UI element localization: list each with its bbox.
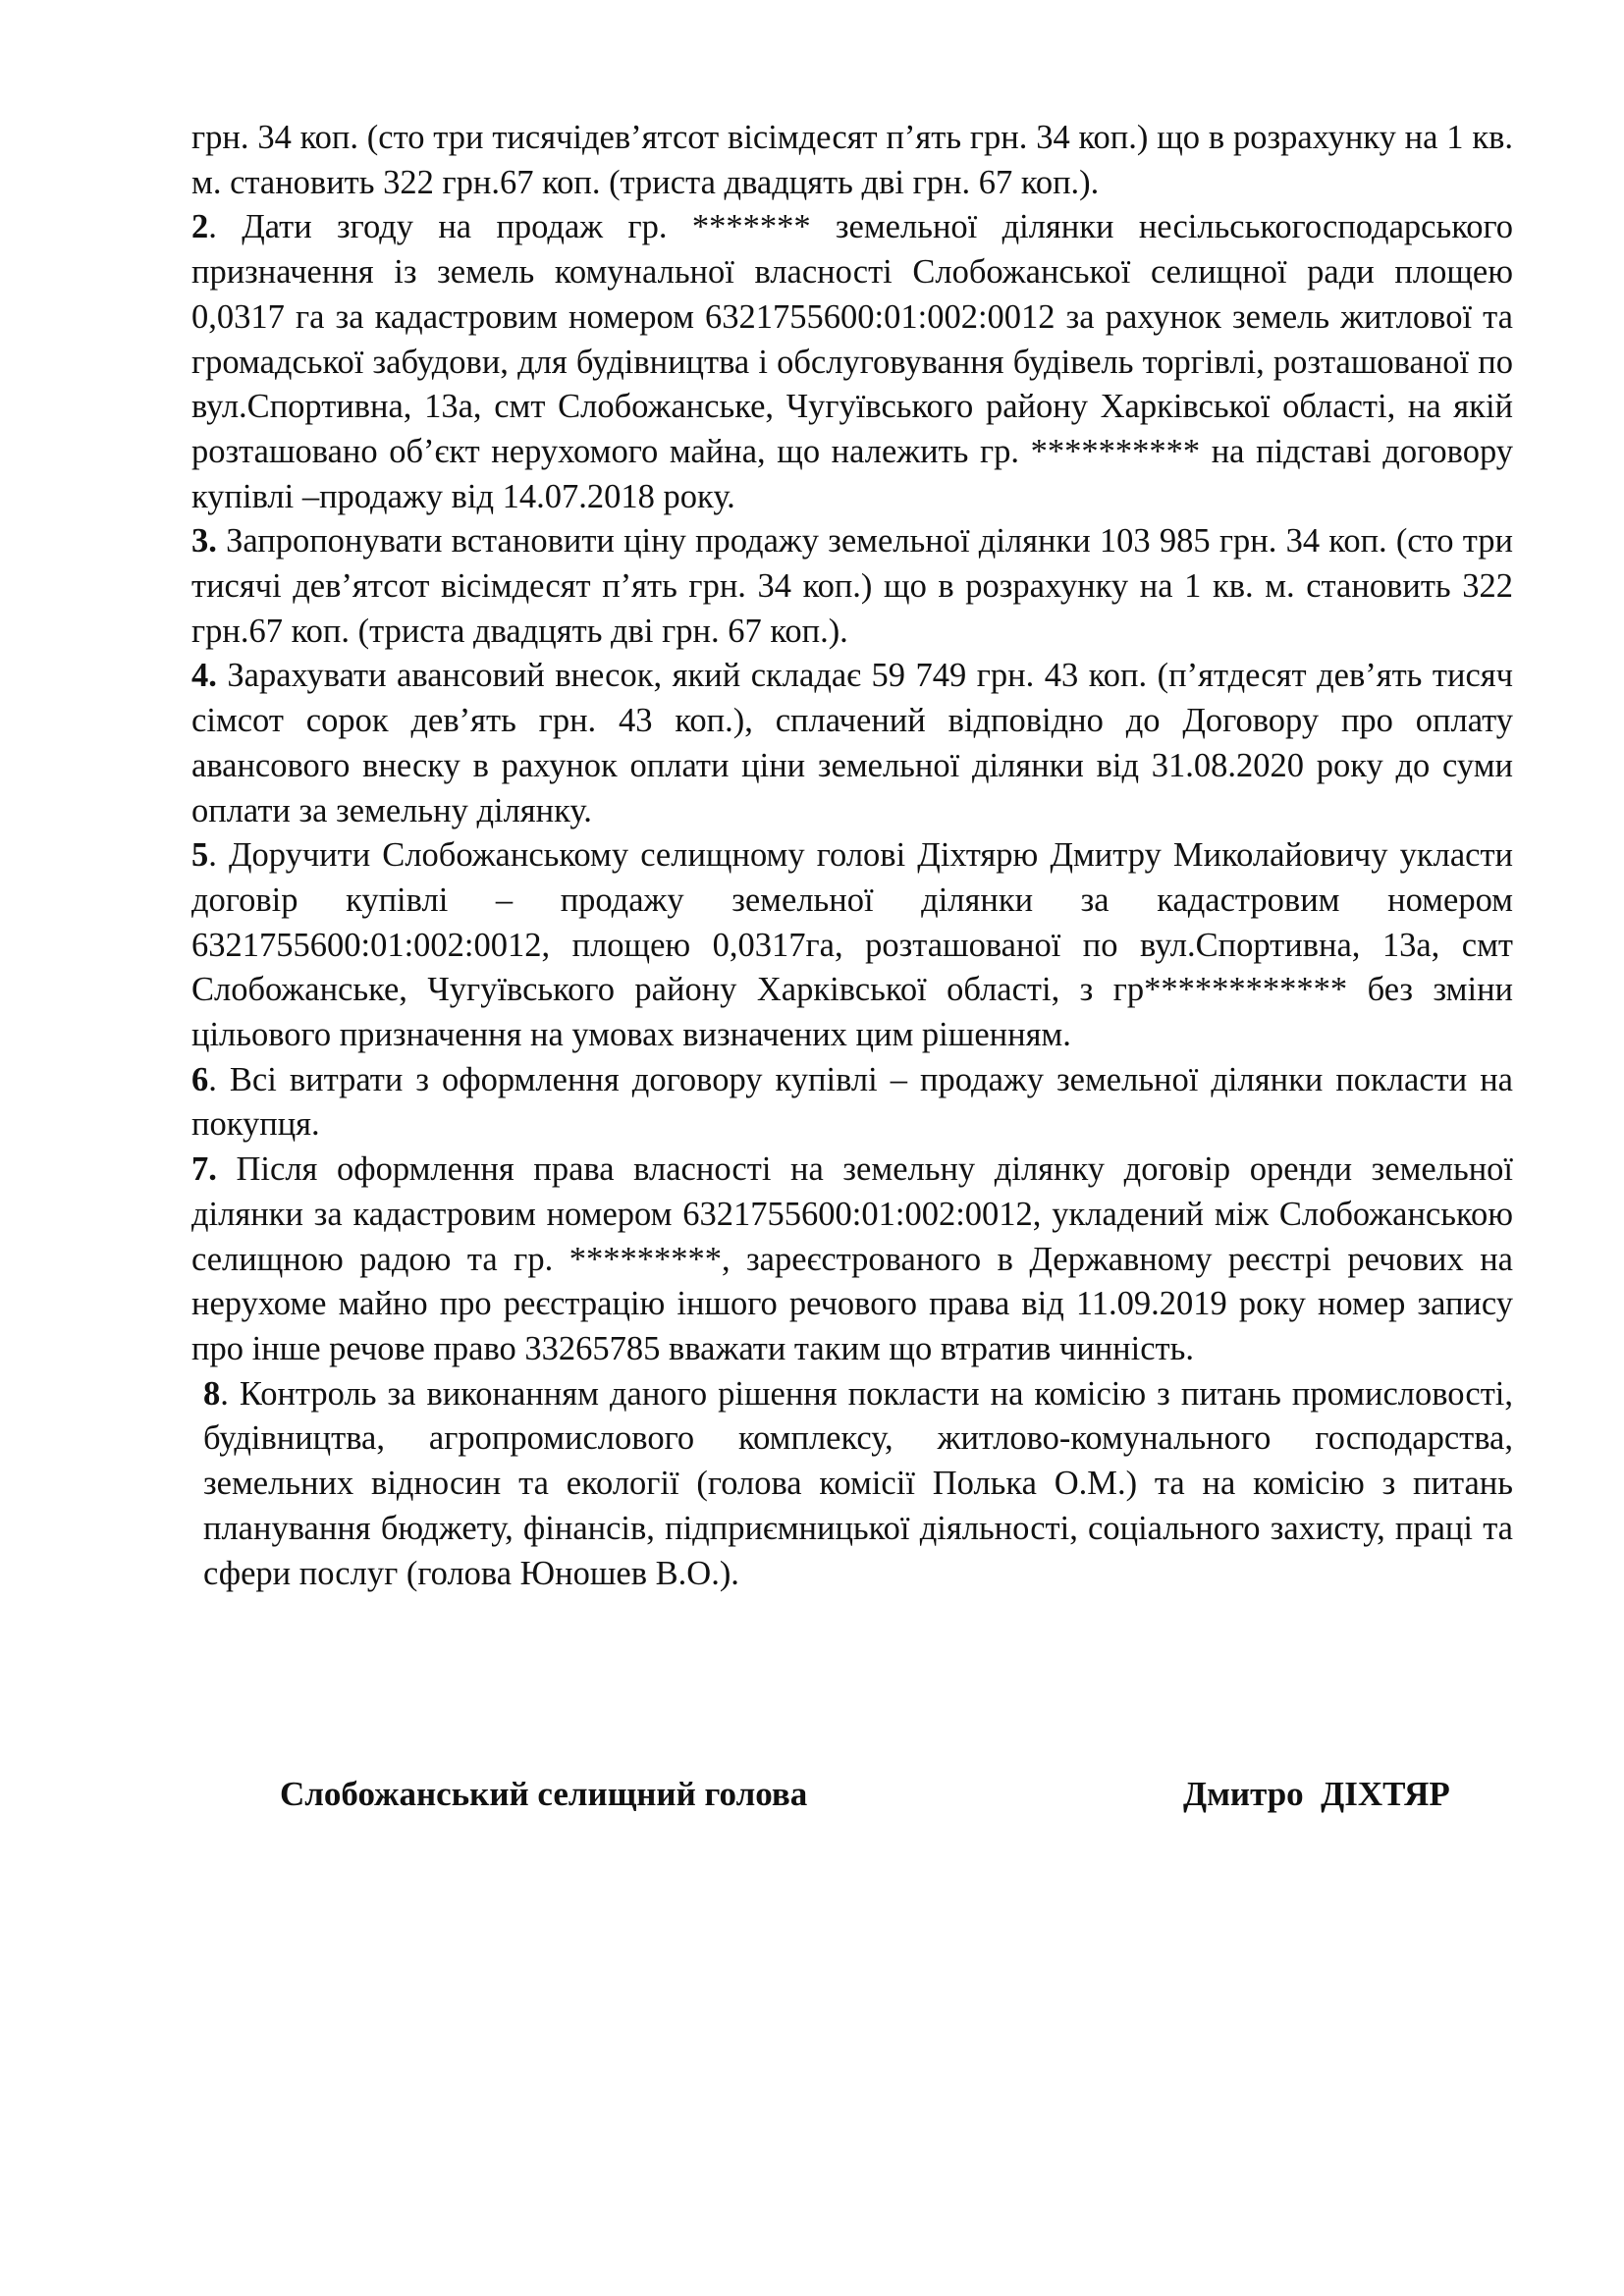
- paragraph-number: 5: [191, 836, 209, 875]
- paragraph-number: 4.: [191, 657, 217, 695]
- decision-body: [191, 116, 1513, 1596]
- paragraph-8: [191, 1372, 1513, 1597]
- paragraph-text: Запропонувати встановити ціну продажу земельної ділянки 103 985 грн. 34 коп. (сто три тисячі дев’ятсот вісімдесят п’ять грн. 34 коп.) що в розрахунку на 1 кв. м. становить 322 грн.67 коп. (триста двадцять дві грн. 67 коп.).: [191, 522, 1513, 650]
- signatory-title: Слобожанський селищний голова: [280, 1775, 808, 1813]
- paragraph-5: [191, 833, 1513, 1058]
- paragraph-text: Зарахувати авансовий внесок, який складає 59 749 грн. 43 коп. (п’ятдесят дев’ять тисяч сімсот сорок дев’ять грн. 43 коп.), сплачений відповідно до Договору про оплату авансового внеску в рахунок оплати ціни земельної ділянки від 31.08.2020 року до суми оплати за земельну ділянку.: [191, 657, 1513, 829]
- paragraph-number: 2: [191, 208, 209, 246]
- paragraph-text: . Контроль за виконанням даного рішення покласти на комісію з питань промисловості, будівництва, агропромислового комплексу, житлово-комунального господарства, земельних відносин та екології (голова комісії Полька О.М.) та на комісію з питань планування бюджету, фінансів, підприємницької діяльності, соціального захисту, праці та сфери послуг (голова Юношев В.О.).: [203, 1374, 1513, 1592]
- paragraph-number: 3.: [191, 522, 217, 561]
- paragraph-4: [191, 654, 1513, 833]
- paragraph-3: [191, 519, 1513, 654]
- paragraph-number: 8: [203, 1374, 221, 1413]
- signature-block: [0, 1771, 1624, 1818]
- paragraph-2: [191, 205, 1513, 519]
- signatory-name: Дмитро ДІХТЯР: [1183, 1775, 1450, 1813]
- paragraph-1-continuation: [191, 116, 1513, 205]
- paragraph-number: 7.: [191, 1150, 217, 1189]
- paragraph-text: . Дати згоду на продаж гр. ******* земельної ділянки несільськогосподарського призначення із земель комунальної власності Слобожанської селищної ради площею 0,0317 га за кадастровим номером 6321755600:01:002:0012 за рахунок земель житлової та громадської забудови, для будівництва і обслуговування будівель торгівлі, розташованої по вул.Спортивна, 13а, смт Слобожанське, Чугуївського району Харківської області, на якій розташовано об’єкт нерухомого майна, що належить гр. ********** на підставі договору купівлі –продажу від 14.07.2018 року.: [191, 208, 1513, 515]
- paragraph-number: 6: [191, 1060, 209, 1098]
- paragraph-text: . Доручити Слобожанському селищному голові Діхтярю Дмитру Миколайовичу укласти договір купівлі – продажу земельної ділянки за кадастровим номером 6321755600:01:002:0012, площею 0,0317га, розташованої по вул.Спортивна, 13а, смт Слобожанське, Чугуївського району Харківської області, з гр************ без зміни цільового призначення на умовах визначених цим рішенням.: [191, 836, 1513, 1054]
- paragraph-7: [191, 1148, 1513, 1372]
- paragraph-6: [191, 1058, 1513, 1148]
- paragraph-text: Після оформлення права власності на земельну ділянку договір оренди земельної ділянки за кадастровим номером 6321755600:01:002:0012, укладений між Слобожанською селищною радою та гр. *********, зареєстрованого в Державному реєстрі речових на нерухоме майно про реєстрацію іншого речового права від 11.09.2019 року номер запису про інше речове право 33265785 вважати таким що втратив чинність.: [191, 1150, 1513, 1367]
- paragraph-text: грн. 34 коп. (сто три тисячідев’ятсот вісімдесят п’ять грн. 34 коп.) що в розрахунку на 1 кв. м. становить 322 грн.67 коп. (триста двадцять дві грн. 67 коп.).: [191, 119, 1513, 201]
- paragraph-text: . Всі витрати з оформлення договору купівлі – продажу земельної ділянки покласти на покупця.: [191, 1060, 1513, 1144]
